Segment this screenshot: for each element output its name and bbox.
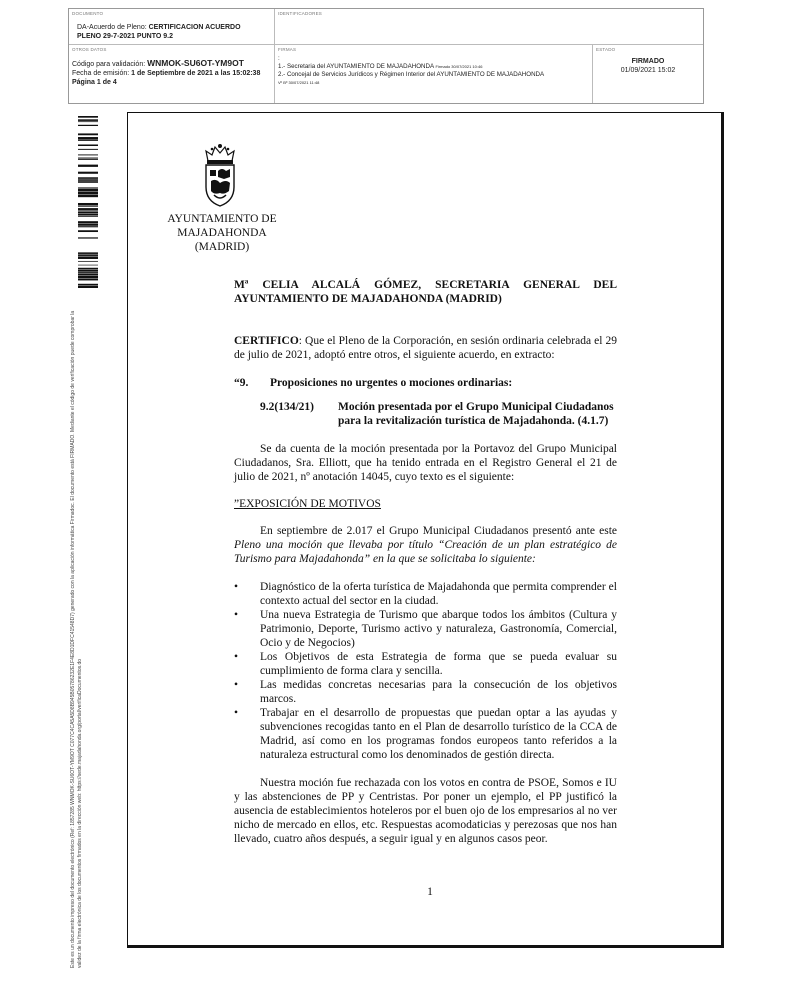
paragraph-2: En septiembre de 2.017 el Grupo Municipal Ciudadanos presentó ante este Pleno una moción que llevaba por título “Creación de un plan estratégico de Turismo para Majadahonda” en la que se solicitaba lo siguiente: <box>234 525 617 565</box>
identificadores-label: IDENTIFICADORES <box>278 11 323 16</box>
document-heading: Mª CELIA ALCALÁ GÓMEZ, SECRETARIA GENERAL DEL AYUNTAMIENTO DE MAJADAHONDA (MADRID) <box>234 279 617 305</box>
estado-value: FIRMADO 01/09/2021 15:02 <box>620 58 676 74</box>
documento-label: DOCUMENTO <box>72 11 104 16</box>
coat-of-arms-icon <box>202 143 238 209</box>
org-line-2: MAJADAHONDA <box>177 227 267 239</box>
exposicion-heading: ”EXPOSICIÓN DE MOTIVOS <box>234 498 381 510</box>
paragraph-3: Nuestra moción fue rechazada con los votos en contra de PSOE, Somos e IU y las abstenciones de PP y Centristas. Por poner un ejemplo, el PP justificó la ausencia de establecimientos hoteleros por el buen ojo de los empresarios al no ver nicho de mercado en ellos, etc. Respuestas acomodaticias y perezosas que nos han llevado, cuatro años después, a seguir igual y en algunos casos peor. <box>234 777 617 845</box>
item-heading <box>260 400 617 428</box>
signature-1: 1.- Secretaria del AYUNTAMIENTO DE MAJADAHONDA <box>278 63 434 70</box>
list-item: • Las medidas concretas necesarias para la consecución de los objetivos marcos. <box>234 678 617 706</box>
otros-datos-label: OTROS DATOS <box>72 47 107 52</box>
signature-2: 2.- Concejal de Servicios Jurídicos y Régimen Interior del AYUNTAMIENTO DE MAJADAHONDA <box>278 71 545 78</box>
document-body <box>234 278 617 846</box>
documento-cell <box>69 9 275 45</box>
list-item: • Diagnóstico de la oferta turística de Majadahonda que permita comprender el contexto actual del sector en la ciudad. <box>234 580 617 608</box>
otros-datos-cell <box>69 45 275 103</box>
firmas-cell <box>275 45 593 103</box>
section-number: “9. <box>234 377 249 389</box>
firmas-label: FIRMAS <box>278 47 297 52</box>
item-title: Moción presentada por el Grupo Municipal Ciudadanos para la revitalización turística de Majadahonda. (4.1.7) <box>338 401 614 427</box>
list-item: • Trabajar en el desarrollo de propuestas que puedan optar a las ayudas y subvenciones recogidas tanto en el Plan de desarrollo turístico de la CCA de Madrid, así como en los programas fondos europeos tanto referidos a la naturaleza estructural como los denominados de gestión directa. <box>234 706 617 762</box>
list-item: • Los Objetivos de esta Estrategia de forma que se pueda evaluar su cumplimiento de forma clara y sencilla. <box>234 650 617 678</box>
page-number: 1 <box>427 886 433 898</box>
page-count: Página 1 de 4 <box>72 79 117 86</box>
paragraph-1: Se da cuenta de la moción presentada por la Portavoz del Grupo Municipal Ciudadanos, Sra. Elliott, que ha tenido entrada en el Registro General el 21 de julio de 2021, nº anotación 14045, cuyo texto es el siguiente: <box>234 443 617 483</box>
org-line-1: AYUNTAMIENTO DE <box>167 213 277 225</box>
signatures-list: : 1.- Secretaria del AYUNTAMIENTO DE MAJADAHONDA Firmado 30/07/2021 10:46 2.- Concejal de Servicios Jurídicos y Régimen Interior del AYUNTAMIENTO DE MAJADAHONDA Vº Bº 30/07/2021 11:48 <box>278 55 545 85</box>
item-number: 9.2(134/21) <box>260 401 314 413</box>
verification-sidebar-text: Este es un documento impreso del documento electrónico (Ref: 1857285 WNMOK-SU6OT-YM9OT C077C4CA5A5D8B945B05786232E1F4E8D1DFC41548D7) generado con la aplicación informática Firmadoc. El documento está FIRMADO. Mediante el código de verificación puede comprobar la validez de la firma electrónica de los documentos firmados en la dirección web: https://sede.majadahonda.org/portal/verificaDocumentos.do <box>70 310 83 968</box>
org-line-3: (MADRID) <box>194 241 250 253</box>
section-heading <box>234 376 617 390</box>
identificadores-cell <box>275 9 703 45</box>
estado-label: ESTADO <box>596 47 616 52</box>
certifico-paragraph: CERTIFICO: Que el Pleno de la Corporación, en sesión ordinaria celebrada el 29 de julio de 2021, adoptó entre otros, el siguiente acuerdo, en extracto: <box>234 335 617 361</box>
bullet-list <box>234 580 617 762</box>
emission-date: 1 de Septiembre de 2021 a las 15:02:38 <box>131 70 261 77</box>
validation-code: WNMOK-SU6OT-YM9OT <box>147 58 244 68</box>
signature-header <box>68 8 704 104</box>
list-item: • Una nueva Estrategia de Turismo que abarque todos los ámbitos (Cultura y Patrimonio, Deporte, Turismo activo y naturaleza, Gastronomía, Comercial, Ocio y de Negocios) <box>234 608 617 650</box>
estado-cell <box>593 45 703 103</box>
barcode-icon <box>78 116 98 288</box>
organization-block <box>152 212 292 254</box>
validation-info: Código para validación: WNMOK-SU6OT-YM9OT Fecha de emisión: 1 de Septiembre de 2021 a las 15:02:38 Página 1 de 4 <box>72 58 261 86</box>
section-title: Proposiciones no urgentes o mociones ordinarias: <box>270 377 513 389</box>
documento-value: DA-Acuerdo de Pleno: CERTIFICACION ACUERDO PLENO 29-7-2021 PUNTO 9.2 <box>77 24 241 40</box>
